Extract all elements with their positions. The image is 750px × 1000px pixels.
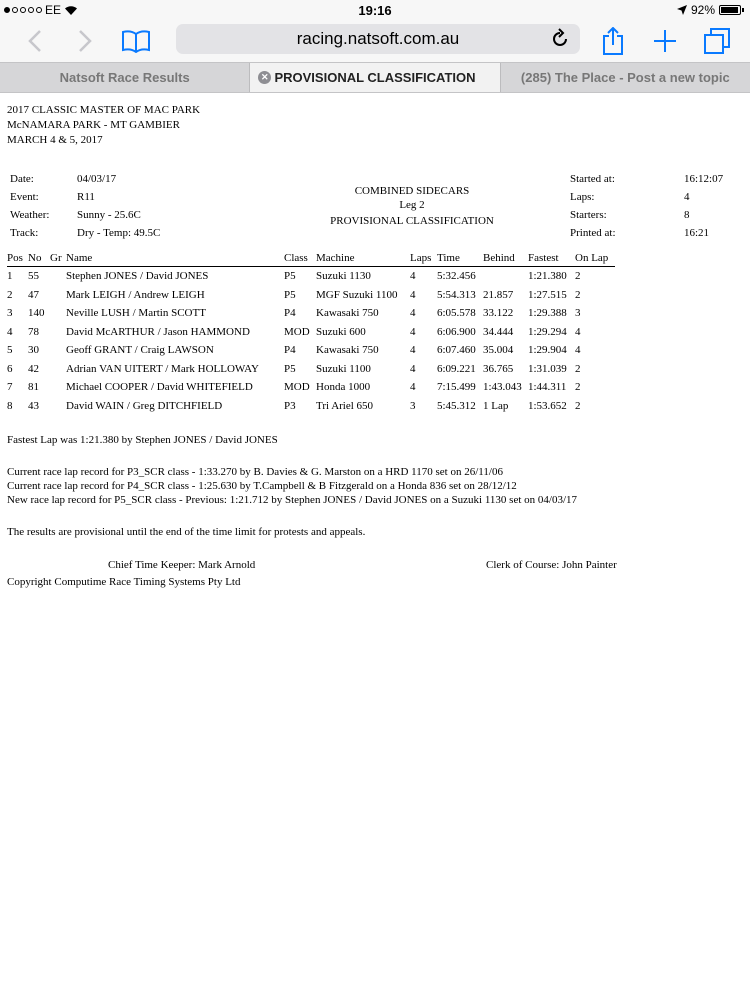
cell-pos: 4	[7, 325, 13, 338]
tab-label: Natsoft Race Results	[59, 70, 190, 85]
cell-time: 5:54.313	[437, 288, 476, 301]
cell-fastest: 1:29.904	[528, 344, 567, 357]
cell-behind: 33.122	[483, 307, 514, 320]
col-time: Time	[437, 249, 483, 267]
cell-on-lap: 2	[575, 381, 581, 394]
cell-pos: 2	[7, 288, 13, 301]
cell-laps: 3	[410, 399, 416, 412]
cell-time: 6:09.221	[437, 362, 476, 375]
share-icon	[601, 27, 625, 55]
status-bar	[0, 0, 750, 20]
battery-percent: 92%	[690, 3, 715, 17]
starters-value: 8	[684, 209, 690, 221]
cell-class: MOD	[284, 325, 310, 338]
col-laps: Laps	[410, 249, 437, 267]
cell-behind: 1:43.043	[483, 381, 522, 394]
cell-name: Neville LUSH / Martin SCOTT	[66, 307, 206, 320]
location-arrow-icon	[677, 5, 687, 15]
carrier-label: EE	[45, 3, 62, 17]
laps-label: Laps:	[570, 191, 595, 203]
cell-on-lap: 3	[575, 307, 581, 320]
cell-behind	[483, 267, 528, 286]
cell-machine: Honda 1000	[316, 381, 371, 394]
cell-fastest: 1:53.652	[528, 399, 567, 412]
cell-time: 5:45.312	[437, 399, 476, 412]
cell-on-lap: 2	[575, 362, 581, 375]
cell-gr	[50, 267, 66, 286]
tabs-overview-button[interactable]	[702, 26, 732, 56]
status-right	[677, 3, 744, 17]
cell-laps: 4	[410, 270, 416, 283]
table-row	[7, 378, 615, 397]
col-machine: Machine	[316, 249, 410, 267]
cell-gr	[50, 286, 66, 305]
cell-laps: 4	[410, 288, 416, 301]
cell-name: Stephen JONES / David JONES	[66, 270, 209, 283]
cell-machine: Suzuki 600	[316, 325, 366, 338]
cell-no: 47	[28, 288, 39, 301]
cell-name: David WAIN / Greg DITCHFIELD	[66, 399, 223, 412]
plus-icon	[653, 29, 677, 53]
cell-name: David McARTHUR / Jason HAMMOND	[66, 325, 250, 338]
copyright: Copyright Computime Race Timing Systems Pty Ltd	[7, 576, 241, 588]
forward-button[interactable]	[70, 26, 100, 56]
cell-gr	[50, 397, 66, 416]
col-behind: Behind	[483, 249, 528, 267]
table-row	[7, 323, 615, 342]
cell-time: 6:06.900	[437, 325, 476, 338]
cell-behind: 1 Lap	[483, 399, 509, 412]
cell-time: 7:15.499	[437, 381, 476, 394]
cell-fastest: 1:29.388	[528, 307, 567, 320]
race-class-title: COMBINED SIDECARS	[354, 185, 470, 197]
meeting-dates: MARCH 4 & 5, 2017	[7, 134, 103, 146]
table-row	[7, 267, 615, 286]
cell-on-lap: 2	[575, 270, 581, 283]
cell-pos: 3	[7, 307, 13, 320]
results-document	[7, 103, 743, 588]
meeting-header	[7, 103, 743, 148]
book-icon	[121, 29, 151, 53]
battery-icon	[719, 5, 741, 15]
cell-no: 78	[28, 325, 39, 338]
cell-fastest: 1:27.515	[528, 288, 567, 301]
cell-behind: 21.857	[483, 288, 514, 301]
results-table	[7, 249, 615, 415]
starters-label: Starters:	[570, 209, 607, 221]
chevron-left-icon	[28, 29, 42, 53]
cell-gr	[50, 360, 66, 379]
cell-class: P5	[284, 362, 296, 375]
chevron-right-icon	[78, 29, 92, 53]
track-value: Dry - Temp: 49.5C	[77, 227, 161, 239]
reload-icon	[550, 28, 570, 50]
cell-fastest: 1:31.039	[528, 362, 567, 375]
cell-time: 6:07.460	[437, 344, 476, 357]
provisional-note: The results are provisional until the end of the time limit for protests and appeals.	[7, 526, 366, 538]
event-label: Event:	[10, 191, 39, 203]
table-row	[7, 341, 615, 360]
cell-gr	[50, 323, 66, 342]
cell-class: P5	[284, 288, 296, 301]
date-value: 04/03/17	[77, 173, 117, 185]
cell-on-lap: 2	[575, 399, 581, 412]
share-button[interactable]	[598, 26, 628, 56]
cell-class: P4	[284, 344, 296, 357]
cell-machine: Suzuki 1130	[316, 270, 371, 283]
close-icon[interactable]: ✕	[258, 71, 271, 84]
tab-the-place[interactable]	[500, 63, 750, 92]
cell-machine: Kawasaki 750	[316, 344, 379, 357]
cell-on-lap: 4	[575, 325, 581, 338]
cell-fastest: 1:44.311	[528, 381, 567, 394]
url-text: racing.natsoft.com.au	[296, 29, 460, 48]
cell-gr	[50, 378, 66, 397]
cell-no: 30	[28, 344, 39, 357]
event-info	[7, 170, 743, 242]
tab-bar	[0, 62, 750, 93]
cell-pos: 5	[7, 344, 13, 357]
track-label: Track:	[10, 227, 39, 239]
cell-laps: 4	[410, 381, 416, 394]
classification-title: PROVISIONAL CLASSIFICATION	[330, 215, 494, 227]
chief-time-keeper: Chief Time Keeper: Mark Arnold	[108, 559, 256, 571]
tab-provisional-classification[interactable]	[249, 63, 499, 92]
col-no: No	[28, 249, 50, 267]
tab-label: (285) The Place - Post a new topic	[520, 70, 730, 85]
col-gr: Gr	[50, 249, 66, 267]
cell-pos: 7	[7, 381, 13, 394]
cell-no: 81	[28, 381, 39, 394]
date-label: Date:	[10, 173, 34, 185]
col-fastest: Fastest	[528, 249, 575, 267]
back-button[interactable]	[20, 26, 50, 56]
cell-behind: 34.444	[483, 325, 514, 338]
meeting-venue: McNAMARA PARK - MT GAMBIER	[7, 119, 180, 131]
cell-class: P3	[284, 399, 296, 412]
table-row	[7, 360, 615, 379]
reload-button[interactable]	[550, 28, 570, 55]
cell-laps: 4	[410, 362, 416, 375]
cell-pos: 1	[7, 270, 13, 283]
cell-laps: 4	[410, 344, 416, 357]
cell-time: 5:32.456	[437, 270, 476, 283]
cell-laps: 4	[410, 325, 416, 338]
new-tab-button[interactable]	[650, 26, 680, 56]
fastest-lap-note: Fastest Lap was 1:21.380 by Stephen JONES / David JONES	[7, 434, 278, 446]
table-header-row	[7, 249, 615, 267]
cell-no: 55	[28, 270, 39, 283]
col-pos: Pos	[7, 249, 28, 267]
race-leg: Leg 2	[399, 199, 425, 211]
printed-label: Printed at:	[570, 227, 616, 239]
cell-class: MOD	[284, 381, 310, 394]
lap-record-p4: Current race lap record for P4_SCR class - 1:25.630 by T.Campbell & B Fitzgerald on a Honda 836 set on 28/12/12	[7, 480, 517, 492]
tabs-icon	[704, 28, 730, 54]
cell-name: Mark LEIGH / Andrew LEIGH	[66, 288, 205, 301]
col-name: Name	[66, 249, 284, 267]
cell-laps: 4	[410, 307, 416, 320]
printed-value: 16:21	[684, 227, 710, 239]
cell-no: 43	[28, 399, 39, 412]
cell-name: Adrian VAN UITERT / Mark HOLLOWAY	[66, 362, 259, 375]
cell-no: 140	[28, 307, 45, 320]
col-class: Class	[284, 249, 316, 267]
browser-toolbar	[0, 20, 750, 62]
bookmarks-button[interactable]	[121, 26, 151, 56]
cell-machine: Kawasaki 750	[316, 307, 379, 320]
col-on-lap: On Lap	[575, 249, 615, 267]
cell-on-lap: 4	[575, 344, 581, 357]
weather-value: Sunny - 25.6C	[77, 209, 141, 221]
cell-class: P4	[284, 307, 296, 320]
meeting-title: 2017 CLASSIC MASTER OF MAC PARK	[7, 104, 201, 116]
cell-behind: 35.004	[483, 344, 514, 357]
tab-label: PROVISIONAL CLASSIFICATION	[274, 70, 476, 85]
cell-gr	[50, 304, 66, 323]
cell-time: 6:05.578	[437, 307, 476, 320]
table-row	[7, 397, 615, 416]
table-row	[7, 304, 615, 323]
cell-machine: Tri Ariel 650	[316, 399, 374, 412]
clerk-of-course: Clerk of Course: John Painter	[486, 559, 617, 571]
lap-record-p3: Current race lap record for P3_SCR class - 1:33.270 by B. Davies & G. Marston on a HRD 1170 set on 26/11/06	[7, 466, 503, 478]
started-value: 16:12:07	[684, 173, 724, 185]
cell-on-lap: 2	[575, 288, 581, 301]
weather-label: Weather:	[10, 209, 50, 221]
event-value: R11	[77, 191, 95, 203]
table-row	[7, 286, 615, 305]
cell-fastest: 1:21.380	[528, 270, 567, 283]
cell-no: 42	[28, 362, 39, 375]
cell-behind: 36.765	[483, 362, 514, 375]
lap-record-p5: New race lap record for P5_SCR class - Previous: 1:21.712 by Stephen JONES / David JONES on a Suzuki 1130 set on 04/03/17	[7, 494, 578, 506]
cell-pos: 8	[7, 399, 13, 412]
cell-name: Geoff GRANT / Craig LAWSON	[66, 344, 214, 357]
cell-machine: Suzuki 1100	[316, 362, 371, 375]
cell-gr	[50, 341, 66, 360]
cell-fastest: 1:29.294	[528, 325, 567, 338]
cell-class: P5	[284, 270, 296, 283]
address-bar[interactable]	[176, 24, 580, 54]
tab-natsoft-race-results[interactable]	[0, 63, 249, 92]
cell-pos: 6	[7, 362, 13, 375]
cell-name: Michael COOPER / David WHITEFIELD	[66, 381, 253, 394]
clock: 19:16	[358, 3, 392, 18]
cell-machine: MGF Suzuki 1100	[316, 288, 398, 301]
laps-value: 4	[684, 191, 690, 203]
started-label: Started at:	[570, 173, 615, 185]
